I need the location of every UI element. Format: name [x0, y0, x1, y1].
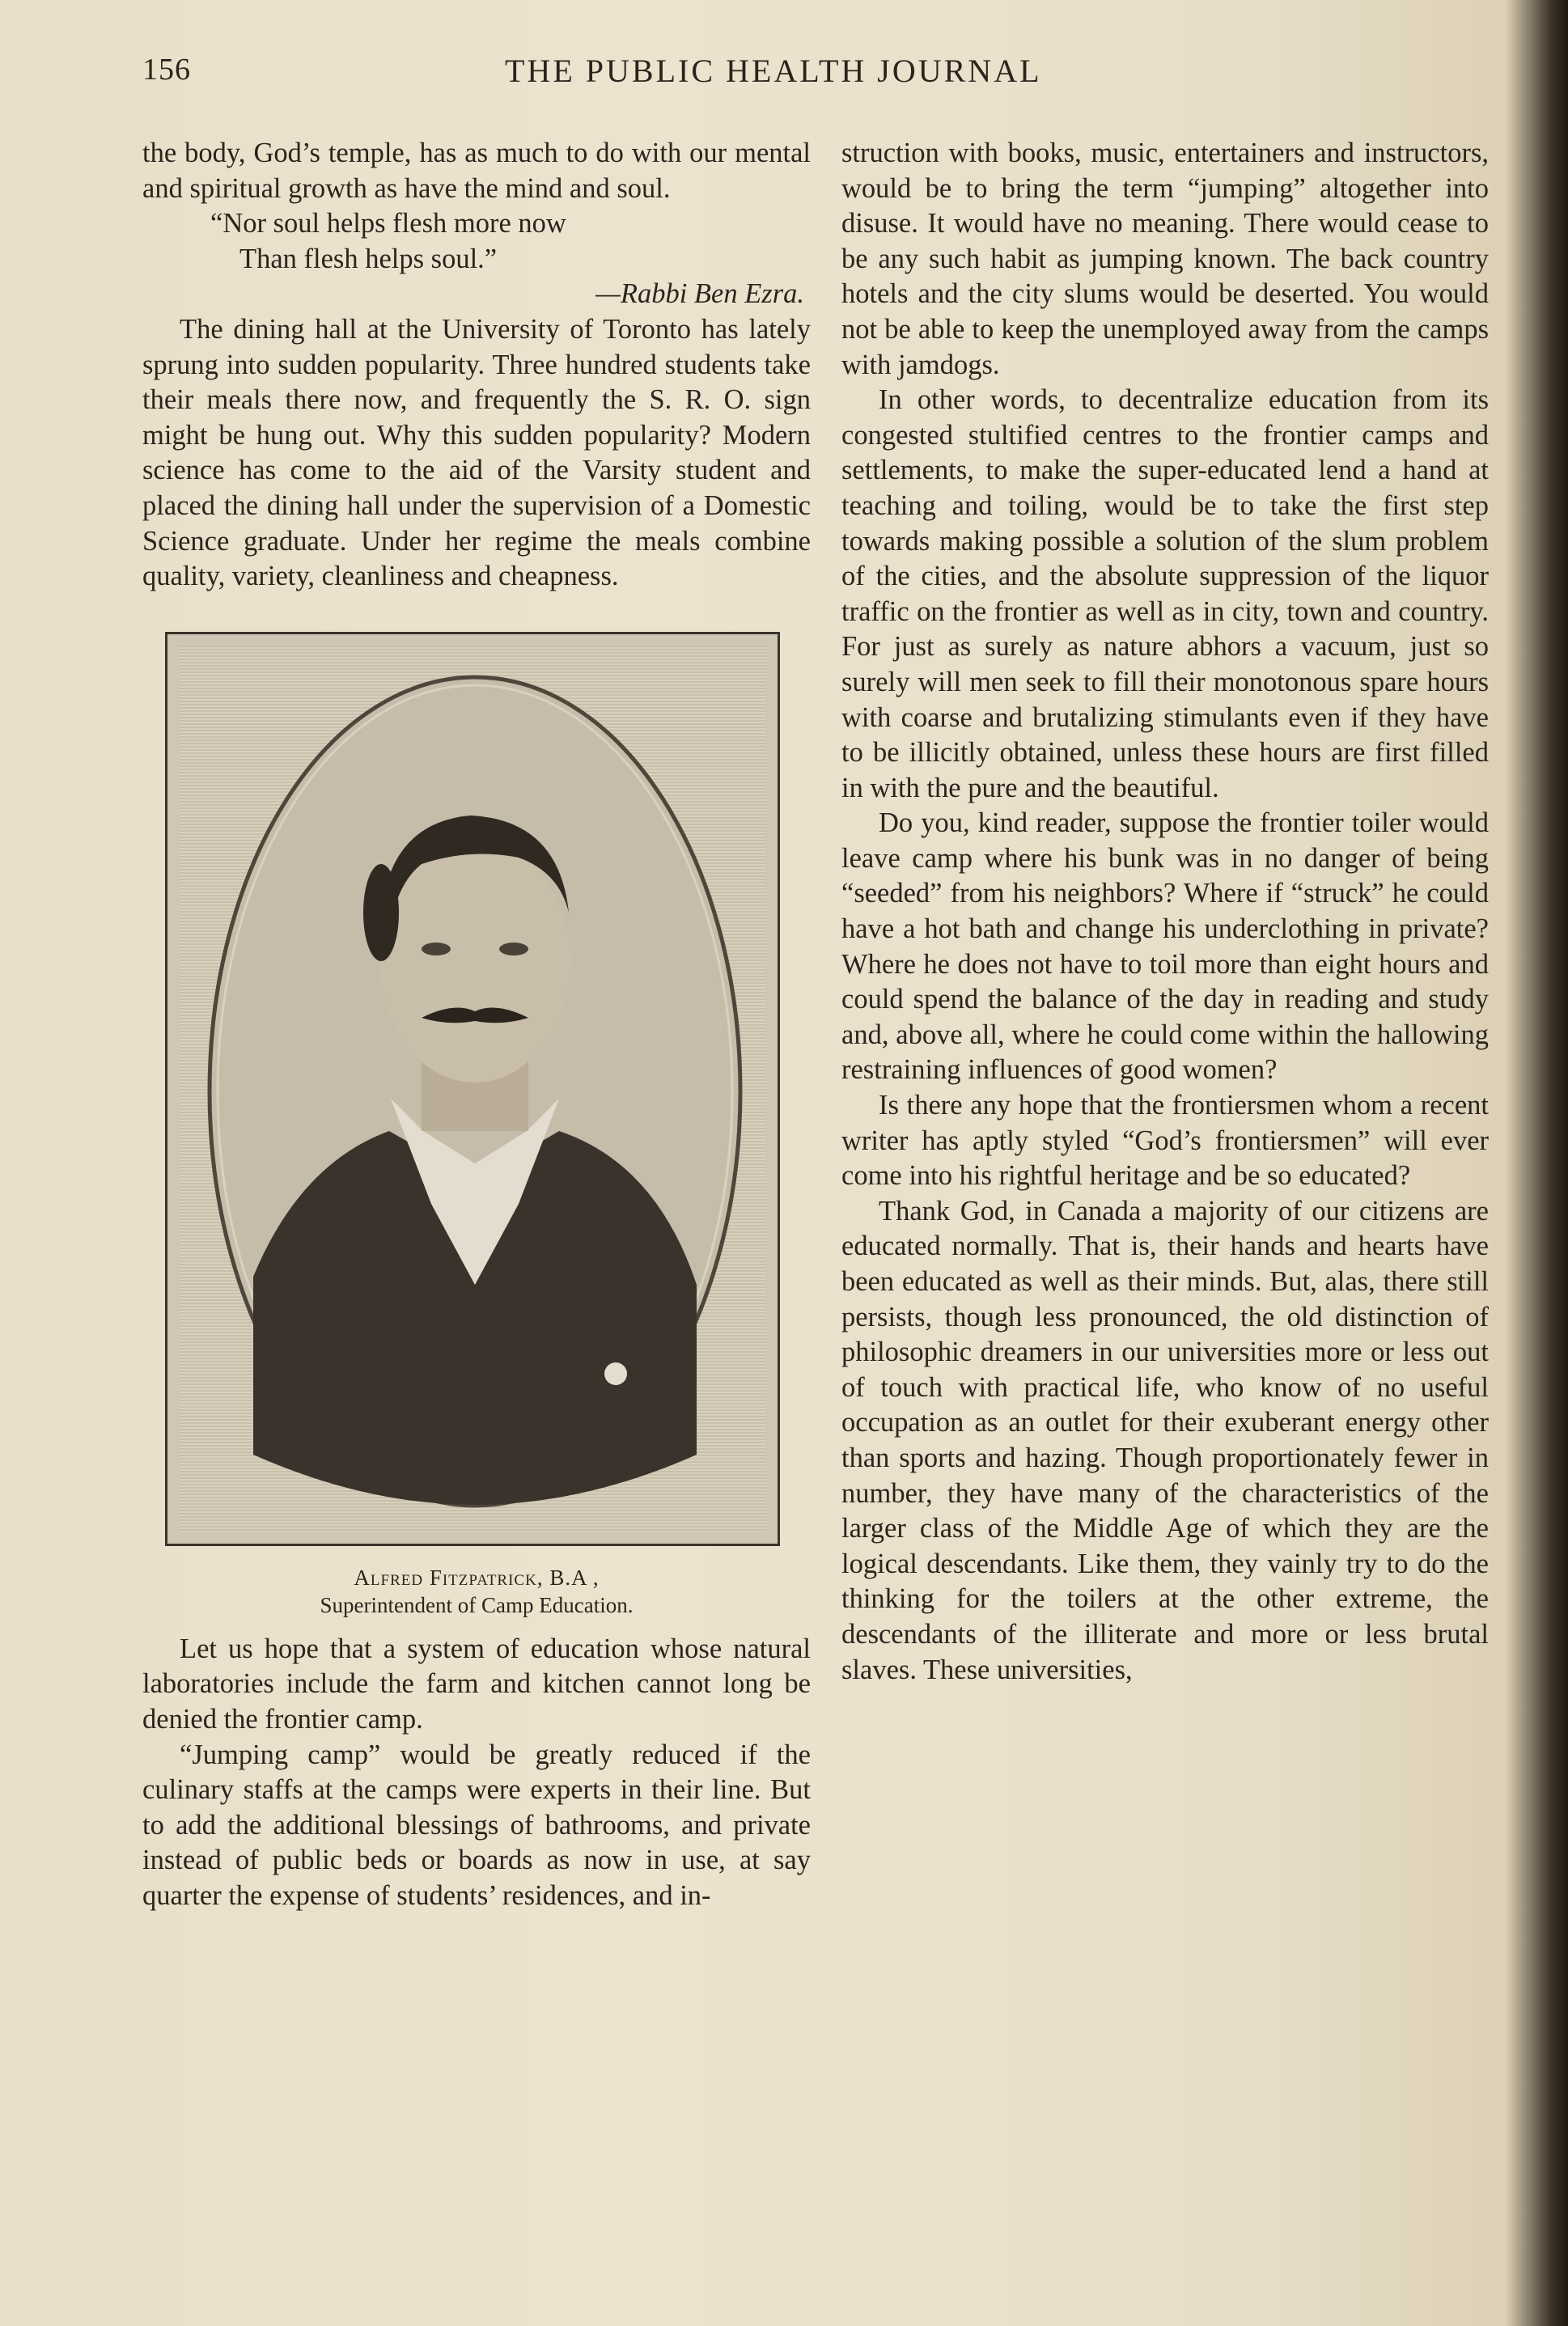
right-column: [841, 136, 1489, 1688]
verse-line: Than flesh helps soul.”: [239, 243, 498, 274]
verse-quote: [142, 206, 811, 312]
caption-title: Superintendent of Camp Education.: [320, 1592, 634, 1617]
verse-attribution: —Rabbi Ben Ezra.: [595, 278, 804, 310]
photo-caption: [142, 1564, 811, 1619]
paragraph: Do you, kind reader, suppose the frontier toiler would leave camp where his bunk was in no danger of being “seeded” from his neighbors? Where if “struck” he could have a hot bath and change his underclothing in private? Where he does not have to toil more than eight hours and could spend the balance of the day in reading and study and, above all, where he could come within the hallowing restraining influences of good women?: [841, 807, 1489, 1086]
paragraph: The dining hall at the University of Toronto has lately sprung into sudden popularity. Three hundred students take their meals there now, and frequently the S. R. O. sign might be hung out. Why this sudden popularity? Modern science has come to the aid of the Varsity student and placed the dining hall under the supervision of a Domestic Science graduate. Under her regime the meals combine quality, variety, cleanliness and cheapness.: [142, 313, 811, 592]
page-number: 156: [142, 53, 191, 87]
paragraph: the body, God’s temple, has as much to do with our mental and spiritual growth as have the mind and soul.: [142, 138, 811, 204]
portrait-illustration: [179, 646, 771, 1537]
left-column: [142, 136, 811, 1913]
journal-title: THE PUBLIC HEALTH JOURNAL: [505, 53, 1042, 89]
paragraph: struction with books, music, entertainers and instructors, would be to bring the term “jumping” altogether into disuse. It would have no meaning. There would cease to be any such habit as jumping known. The back country hotels and the city slums would be deserted. You would not be able to keep the unemployed away from the camps with jamdogs.: [841, 138, 1489, 380]
caption-name: Alfred Fitzpatrick, B.A ,: [354, 1565, 600, 1590]
portrait-photo: [165, 632, 780, 1546]
paragraph: Is there any hope that the frontiersmen whom a recent writer has aptly styled “God’s frontiersmen” will ever come into his rightful heritage and be so educated?: [841, 1090, 1489, 1192]
paragraph: “Jumping camp” would be greatly reduced if the culinary staffs at the camps were experts in their line. But to add the additional blessings of bathrooms, and private instead of public beds or boards as now in use, at say quarter the expense of students’ residences, and in-: [142, 1739, 811, 1911]
paragraph: In other words, to decentralize education from its congested stultified centres to the frontier camps and settlements, to make the super-educated lend a hand at teaching and toiling, would be to take the first step towards making possible a solution of the slum problem of the cities, and the absolute suppression of the liquor traffic on the frontier as well as in city, town and country. For just as surely as nature abhors a vacuum, just so surely will men seek to fill their monotonous spare hours with coarse and brutalizing stimulants even if they have to be illicitly obtained, unless these hours are first filled in with the pure and the beautiful.: [841, 384, 1489, 803]
verse-line: “Nor soul helps flesh more now: [210, 208, 566, 239]
paragraph: Let us hope that a system of education whose natural laboratories include the farm and kitchen cannot long be denied the frontier camp.: [142, 1633, 811, 1735]
running-header: [142, 52, 1518, 100]
photo-background: [179, 646, 766, 1532]
paragraph: Thank God, in Canada a majority of our citizens are educated normally. That is, their hands and hearts have been educated as well as their minds. But, alas, there still persists, though less pronounced, the old distinction of philosophic dreamers in our universities more or less out of touch with practical life, who know of no useful occupation as an outlet for their exuberant energy other than sports and hazing. Though proportionately fewer in number, they have many of the characteristics of the larger class of the Middle Age of which they are the logical descendants. Like them, they vainly try to do the thinking for the toilers at the other extreme, the descendants of the illiterate and more or less brutal slaves. These universities,: [841, 1195, 1489, 1685]
